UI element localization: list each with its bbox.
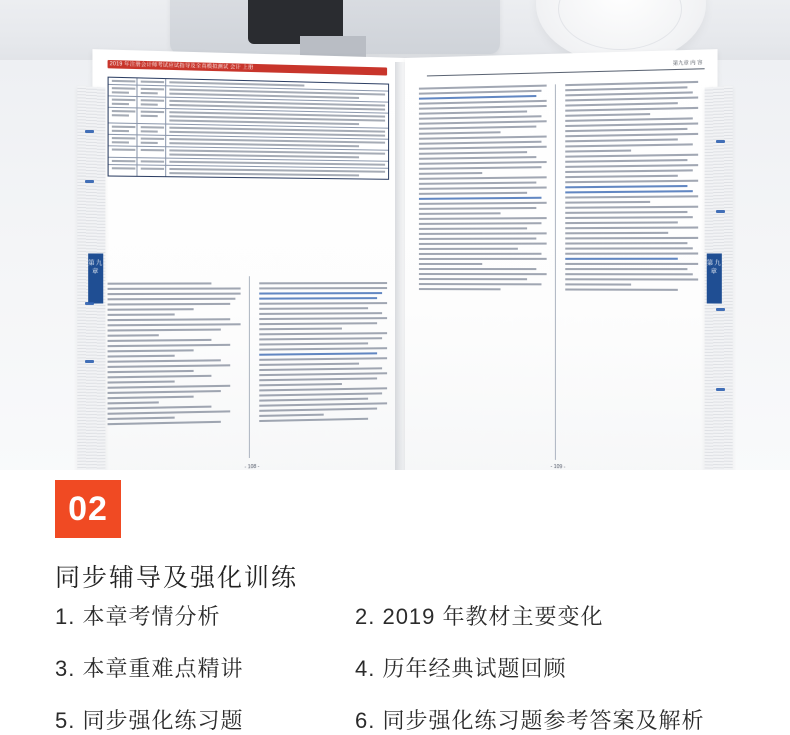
list-item: 2. 2019 年教材主要变化	[355, 604, 604, 629]
caption-section	[0, 470, 790, 733]
left-page-column-rule	[249, 276, 250, 458]
right-page-column-2	[565, 81, 698, 294]
list-item: 4. 历年经典试题回顾	[355, 656, 567, 681]
left-chapter-tab: 第九章	[88, 253, 103, 303]
list-item: 6. 同步强化练习题参考答案及解析	[355, 708, 705, 733]
list-item: 3. 本章重难点精讲	[55, 656, 244, 681]
section-number-badge: 02	[55, 480, 121, 538]
left-page-table	[108, 77, 390, 180]
left-page-folio: - 108 -	[244, 463, 260, 471]
right-page-column-rule	[555, 84, 556, 460]
list-item: 5. 同步强化练习题	[55, 708, 244, 733]
book-left-page	[88, 49, 405, 483]
page-edge-mark	[85, 360, 94, 363]
right-page-header-text: 第九章 内 容	[672, 59, 703, 67]
section-title: 同步辅导及强化训练	[55, 564, 299, 592]
left-page-column-2	[259, 282, 387, 425]
right-page-header-rule	[427, 68, 705, 76]
right-page-column-1	[419, 85, 547, 294]
page-edge-mark	[85, 180, 94, 183]
right-page-folio: - 109 -	[550, 463, 566, 471]
page-edge-mark	[716, 308, 725, 311]
feature-list	[55, 600, 745, 735]
list-item: 1. 本章考情分析	[55, 604, 221, 629]
page-edge-mark	[716, 388, 725, 391]
page-edge-mark	[716, 210, 725, 213]
page-edge-mark	[85, 130, 94, 133]
open-book	[88, 40, 722, 492]
page-edge-mark	[716, 140, 725, 143]
left-page-header-text: 2019 年注册会计师考试应试指导及全真模拟测试 会计 上册	[109, 61, 254, 72]
left-page-column-1	[108, 282, 241, 428]
page-edge-mark	[85, 302, 94, 305]
right-chapter-tab: 第九章	[707, 253, 722, 303]
book-right-page	[405, 49, 722, 483]
